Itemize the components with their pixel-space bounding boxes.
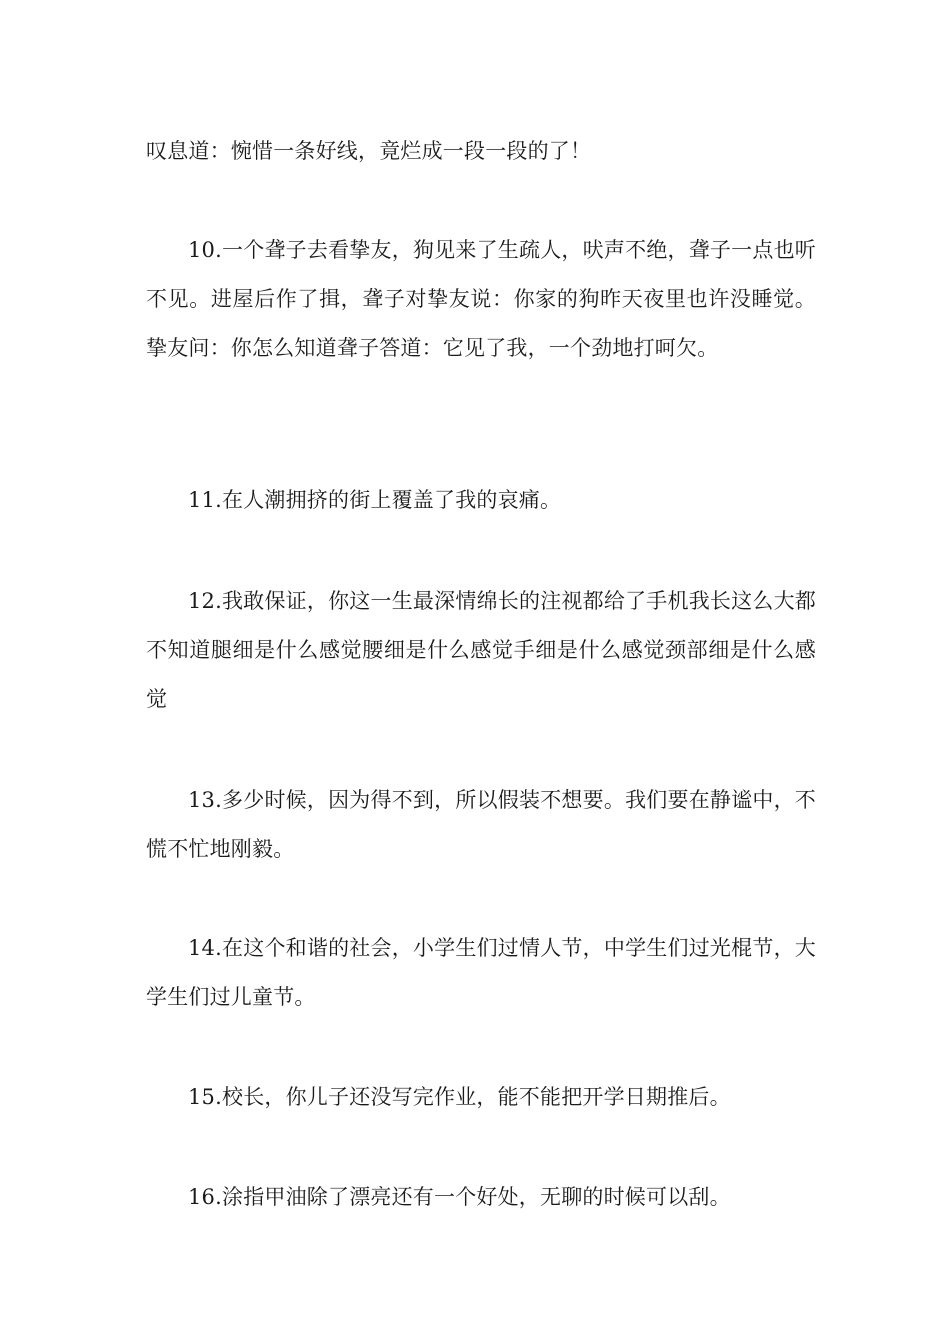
paragraph-item-14: 14.在这个和谐的社会，小学生们过情人节，中学生们过光棍节，大学生们过儿童节。: [146, 936, 816, 1009]
paragraph-item-13: 13.多少时候，因为得不到，所以假装不想要。我们要在静谧中，不慌不忙地刚毅。: [146, 788, 816, 861]
paragraph-item-11: 11.在人潮拥挤的街上覆盖了我的哀痛。: [188, 488, 562, 512]
paragraph-item-10: 10.一个聋子去看挚友，狗见来了生疏人，吠声不绝，聋子一点也听不见。进屋后作了揖，聋子对挚友说：你家的狗昨天夜里也许没睡觉。挚友问：你怎么知道聋子答道：它见了我，一个劲地打呵欠。: [146, 238, 816, 360]
paragraph-item-15: 15.校长，你儿子还没写完作业，能不能把开学日期推后。: [188, 1085, 731, 1109]
paragraph-continuation: 叹息道：惋惜一条好线，竟烂成一段一段的了！: [146, 139, 592, 163]
paragraph-item-16: 16.涂指甲油除了漂亮还有一个好处，无聊的时候可以刮。: [188, 1185, 731, 1209]
paragraph-item-12: 12.我敢保证，你这一生最深情绵长的注视都给了手机我长这么大都不知道腿细是什么感觉腰细是什么感觉手细是什么感觉颈部细是什么感觉: [146, 589, 816, 711]
